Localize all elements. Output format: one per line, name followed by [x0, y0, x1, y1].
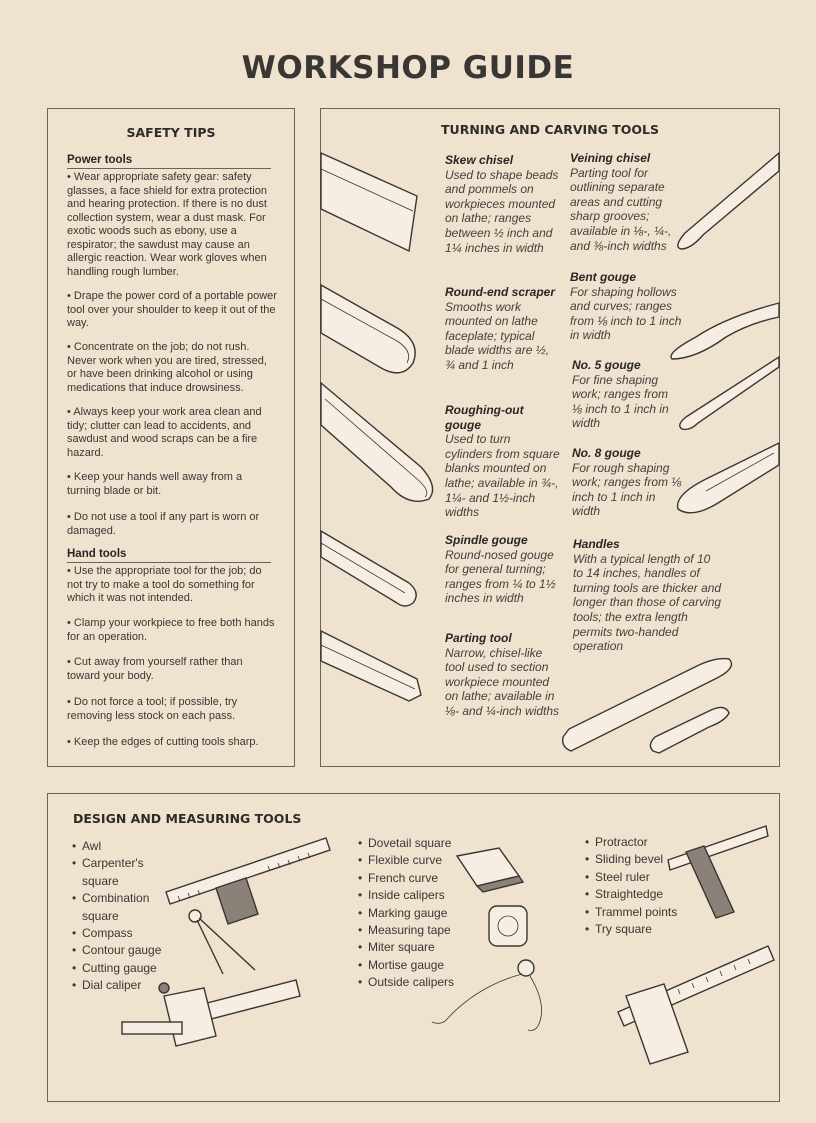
- sliding-bevel-illustration: [658, 822, 768, 922]
- roughing-out-gouge-illustration: [321, 379, 451, 519]
- list-item: • Try square: [585, 921, 680, 938]
- hand-tip: • Clamp your workpiece to free both hands for an operation.: [67, 617, 275, 643]
- list-item: • Outside calipers: [358, 974, 468, 991]
- power-tip: • Do not use a tool if any part is worn or damaged.: [67, 511, 260, 537]
- turning-carving-panel: [320, 108, 780, 767]
- hand-tip: • Cut away from yourself rather than toward your body.: [67, 656, 243, 682]
- list-item: • Steel ruler: [585, 869, 680, 886]
- list-item: • Marking gauge: [358, 905, 468, 922]
- list-item: • French curve: [358, 870, 468, 887]
- dovetail-square-illustration: [453, 846, 523, 894]
- page-title: WORKSHOP GUIDE: [241, 50, 575, 86]
- list-item: • Miter square: [358, 939, 468, 956]
- list-item: • Mortise gauge: [358, 957, 468, 974]
- list-item: • Combination square: [72, 890, 182, 925]
- power-tip: • Always keep your work area clean and tidy; clutter can lead to accidents, and sawdust and wood scraps can be a fire hazard.: [67, 406, 262, 459]
- power-tools-heading: Power tools: [67, 154, 271, 169]
- tool-skew-chisel: Skew chisel Used to shape beads and pommels on workpieces mounted on lathe; ranges between ½ inch and 1¼ inches in width: [445, 153, 559, 255]
- safety-tips-heading: SAFETY TIPS: [126, 125, 216, 140]
- power-tip: • Wear appropriate safety gear: safety glasses, a face shield for extra protection and hearing protection. If there is no dust collection system, wear a dust mask. For exotic woods such as ebony, use a respirator; the sawdust may cause an allergic reaction. Wear work gloves when handling rough lumber.: [67, 171, 267, 278]
- hand-tip: • Do not force a tool; if possible, try removing less stock on each pass.: [67, 696, 238, 722]
- outside-calipers-illustration: [418, 956, 568, 1036]
- list-item: • Compass: [72, 925, 182, 942]
- hand-tip: • Use the appropriate tool for the job; do not try to make a tool do something for which it was not intended.: [67, 565, 262, 604]
- design-measuring-panel: [47, 793, 780, 1102]
- power-tip: • Keep your hands well away from a turning blade or bit.: [67, 471, 243, 497]
- list-item: • Inside calipers: [358, 887, 468, 904]
- list-item: • Straightedge: [585, 886, 680, 903]
- power-tip: • Concentrate on the job; do not rush. Never work when you are tired, stressed, or have been drinking alcohol or using medications that induce drowsiness.: [67, 341, 267, 394]
- safety-tips-panel: [47, 108, 295, 767]
- measuring-tape-illustration: [483, 902, 533, 952]
- list-item: • Sliding bevel: [585, 851, 680, 868]
- tool-spindle-gouge: Spindle gouge Round-nosed gouge for general turning; ranges from ¼ to 1½ inches in width: [445, 533, 556, 606]
- hand-tip: • Keep the edges of cutting tools sharp.: [67, 736, 259, 748]
- skew-chisel-illustration: [321, 141, 431, 261]
- list-item: • Cutting gauge: [72, 960, 182, 977]
- list-item: • Contour gauge: [72, 942, 182, 959]
- list-item: • Awl: [72, 838, 182, 855]
- list-item: • Dovetail square: [358, 835, 468, 852]
- tool-parting-tool: Parting tool Narrow, chisel-like tool used to section workpiece mounted on lathe; available in ⅛- and ¼-inch widths: [445, 631, 560, 718]
- tool-handles: Handles With a typical length of 10 to 14 inches, handles of turning tools are thicker and longer than those of carving tools; the extra length permits two-handed operation: [573, 537, 722, 654]
- tool-bent-gouge: Bent gouge For shaping hollows and curves; ranges from ⅛ inch to 1 inch in width: [570, 270, 682, 343]
- tool-round-end-scraper: Round-end scraper Smooths work mounted on lathe faceplate; typical blade widths are ½, ¾ and 1 inch: [445, 285, 556, 372]
- tool-no8-gouge: No. 8 gouge For rough shaping work; ranges from ⅛ inch to 1 inch in width: [572, 446, 682, 519]
- list-item: • Carpenter's square: [72, 855, 182, 890]
- turning-carving-heading: TURNING AND CARVING TOOLS: [441, 122, 659, 137]
- spindle-gouge-illustration: [321, 529, 431, 619]
- marking-gauge-illustration: [120, 966, 300, 1066]
- tool-roughing-out-gouge: Roughing-out gouge Used to turn cylinders from square blanks mounted on lathe; available in ¾-, 1¼- and 1½-inch widths: [445, 403, 560, 520]
- list-item: • Trammel points: [585, 904, 680, 921]
- list-item: • Protractor: [585, 834, 680, 851]
- no8-gouge-illustration: [666, 439, 779, 519]
- design-measuring-heading: DESIGN AND MEASURING TOOLS: [73, 811, 302, 826]
- no5-gouge-illustration: [676, 355, 779, 435]
- handles-illustration: [559, 659, 779, 759]
- round-end-scraper-illustration: [321, 281, 431, 381]
- list-item: • Measuring tape: [358, 922, 468, 939]
- parting-tool-illustration: [321, 629, 431, 719]
- power-tip: • Drape the power cord of a portable power tool over your shoulder to keep it out of the way.: [67, 290, 277, 329]
- list-item: • Dial caliper: [72, 977, 182, 994]
- hand-tools-heading: Hand tools: [67, 548, 271, 563]
- try-square-illustration: [608, 942, 776, 1072]
- tool-veining-chisel: Veining chisel Parting tool for outlining separate areas and cutting sharp grooves; available in ⅛-, ¼-, and ⅜-inch widths: [570, 151, 672, 253]
- tool-no5-gouge: No. 5 gouge For fine shaping work; ranges from ⅛ inch to 1 inch in width: [572, 358, 669, 431]
- list-item: • Flexible curve: [358, 852, 468, 869]
